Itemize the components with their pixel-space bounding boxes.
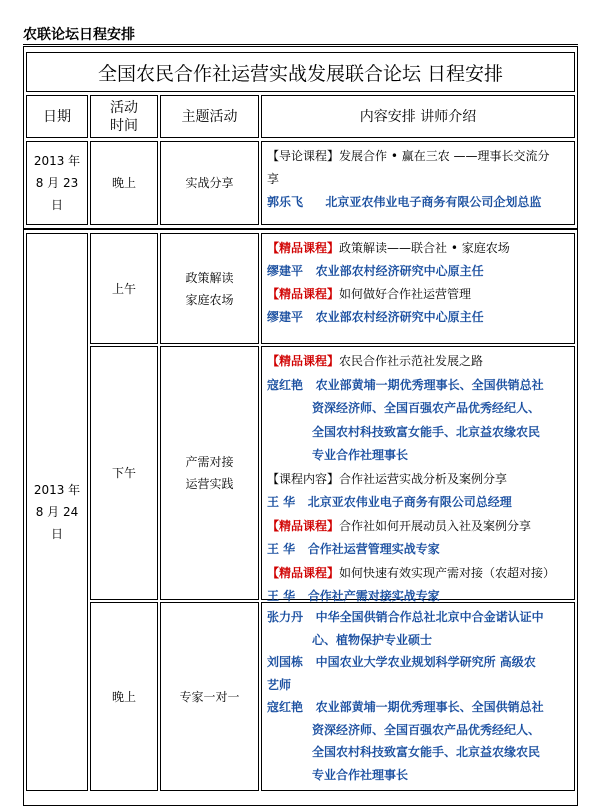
afternoon-speaker-1-cont: 全国农村科技致富女能手、北京益农缘农民 — [312, 424, 541, 439]
afternoon-speaker-1 — [267, 374, 570, 398]
evening-expert-3 — [267, 696, 570, 719]
day1-course: 【导论课程】发展合作 • 赢在三农 ——理事长交流分 — [267, 149, 550, 163]
speaker-title: 农业部农村经济研究中心原主任 — [315, 264, 484, 278]
course-tag: 【精品课程】 — [267, 354, 340, 368]
day1-time — [90, 141, 158, 225]
day1-date — [26, 141, 88, 225]
morning-course-2 — [267, 283, 570, 306]
day1-content — [261, 141, 575, 225]
header-date-label: 日期 — [43, 108, 71, 125]
course-tag: 【精品课程】 — [267, 565, 340, 580]
speaker-title: 合作社运营管理实战专家 — [307, 542, 440, 556]
afternoon-course-4 — [267, 562, 570, 586]
morning-speaker-2 — [267, 306, 570, 329]
evening-expert-3-cont: 专业合作社理事长 — [312, 767, 409, 782]
expert-name: 刘国栋 — [267, 655, 304, 669]
afternoon-topic-line2: 运营实践 — [185, 477, 234, 491]
afternoon-topic-line1: 产需对接 — [185, 455, 234, 469]
afternoon-topic — [160, 346, 259, 600]
day2-date — [26, 233, 88, 791]
expert-title: 中国农业大学农业规划科学研究所 高级农 — [315, 655, 536, 669]
evening-topic — [160, 602, 259, 791]
evening-expert-1 — [267, 606, 570, 629]
afternoon-time — [90, 346, 158, 600]
header-date — [26, 95, 88, 138]
day2-date-line2: 8 月 24 — [35, 505, 79, 519]
afternoon-course-2: 【课程内容】合作社运营实战分析及案例分享 — [267, 471, 508, 486]
day1-date-line1: 2013 年 — [33, 154, 81, 168]
day1-speaker — [267, 191, 570, 214]
speaker-name: 缪建平 — [267, 310, 304, 324]
morning-speaker-1 — [267, 260, 570, 283]
day1-speaker-name: 郭乐飞 — [267, 195, 304, 209]
day-separator — [23, 228, 578, 230]
expert-name: 寇红艳 — [267, 700, 304, 714]
speaker-title: 农业部黄埔一期优秀理事长、全国供销总社 — [315, 377, 544, 392]
evening-expert-2 — [267, 651, 570, 674]
speaker-name: 缪建平 — [267, 264, 304, 278]
evening-time — [90, 602, 158, 791]
speaker-name: 王 华 — [267, 542, 296, 556]
header-content — [261, 95, 575, 138]
day1-topic-label: 实战分享 — [185, 176, 234, 190]
speaker-name: 王 华 — [267, 589, 296, 603]
evening-expert-2-cont: 艺师 — [267, 677, 292, 692]
course-text: 农民合作社示范社发展之路 — [339, 354, 484, 368]
header-content-label: 内容安排 讲师介绍 — [359, 108, 477, 125]
morning-content — [261, 233, 575, 344]
expert-name: 张力丹 — [267, 610, 304, 624]
day1-date-line3: 日 — [50, 198, 63, 212]
evening-content — [261, 602, 575, 791]
afternoon-course-3 — [267, 515, 570, 539]
header-topic-label: 主题活动 — [181, 108, 238, 125]
course-text: 政策解读——联合社 • 家庭农场 — [339, 241, 510, 255]
evening-expert-3-cont: 资深经济师、全国百强农产品优秀经纪人、 — [312, 722, 541, 737]
evening-expert-1-cont: 心、植物保护专业硕士 — [312, 632, 433, 647]
schedule-title: 全国农民合作社运营实战发展联合论坛 日程安排 — [26, 52, 575, 92]
morning-time-label: 上午 — [111, 281, 136, 296]
header-topic — [160, 95, 259, 138]
evening-topic-label: 专家一对一 — [179, 689, 240, 704]
page-label: 农联论坛日程安排 — [23, 27, 135, 43]
course-text: 合作社如何开展动员入社及案例分享 — [339, 518, 532, 533]
day2-date-line3: 日 — [50, 527, 63, 541]
day1-speaker-title: 北京亚农伟业电子商务有限公司企划总监 — [325, 195, 542, 209]
speaker-title: 北京亚农伟业电子商务有限公司总经理 — [307, 495, 512, 509]
afternoon-content — [261, 346, 575, 603]
afternoon-time-label: 下午 — [111, 466, 136, 480]
course-tag: 【精品课程】 — [267, 287, 340, 301]
morning-topic-line1: 政策解读 — [185, 270, 234, 285]
evening-expert-3-cont: 全国农村科技致富女能手、北京益农缘农民 — [312, 745, 541, 759]
course-text: 如何做好合作社运营管理 — [339, 287, 472, 301]
morning-topic-line2: 家庭农场 — [185, 292, 234, 307]
afternoon-speaker-3 — [267, 538, 570, 562]
speaker-name: 寇红艳 — [267, 377, 304, 392]
morning-time — [90, 233, 158, 344]
speaker-name: 王 华 — [267, 495, 296, 509]
evening-time-label: 晚上 — [111, 689, 136, 704]
expert-title: 中华全国供销合作总社北京中合金诺认证中 — [315, 610, 544, 624]
day2-date-line1: 2013 年 — [33, 483, 81, 497]
afternoon-speaker-1-cont: 资深经济师、全国百强农产品优秀经纪人、 — [312, 401, 541, 415]
course-tag: 【精品课程】 — [267, 241, 340, 255]
expert-title: 农业部黄埔一期优秀理事长、全国供销总社 — [315, 700, 544, 714]
day1-time-label: 晚上 — [111, 176, 136, 190]
afternoon-course-1 — [267, 350, 570, 374]
day1-course-cont: 享 — [267, 172, 280, 186]
morning-course-1 — [267, 237, 570, 260]
morning-topic — [160, 233, 259, 344]
afternoon-speaker-1-cont: 专业合作社理事长 — [312, 448, 409, 462]
course-tag: 【精品课程】 — [267, 518, 340, 533]
speaker-title: 农业部农村经济研究中心原主任 — [315, 310, 484, 324]
page-label-underline — [23, 44, 578, 45]
speaker-title: 合作社产需对接实战专家 — [307, 589, 440, 603]
header-time — [90, 95, 158, 138]
day1-topic — [160, 141, 259, 225]
course-text: 如何快速有效实现产需对接（农超对接） — [339, 565, 556, 580]
afternoon-speaker-2 — [267, 491, 570, 515]
header-time-label: 活动时间 — [110, 99, 138, 134]
day1-date-line2: 8 月 23 — [35, 176, 79, 190]
